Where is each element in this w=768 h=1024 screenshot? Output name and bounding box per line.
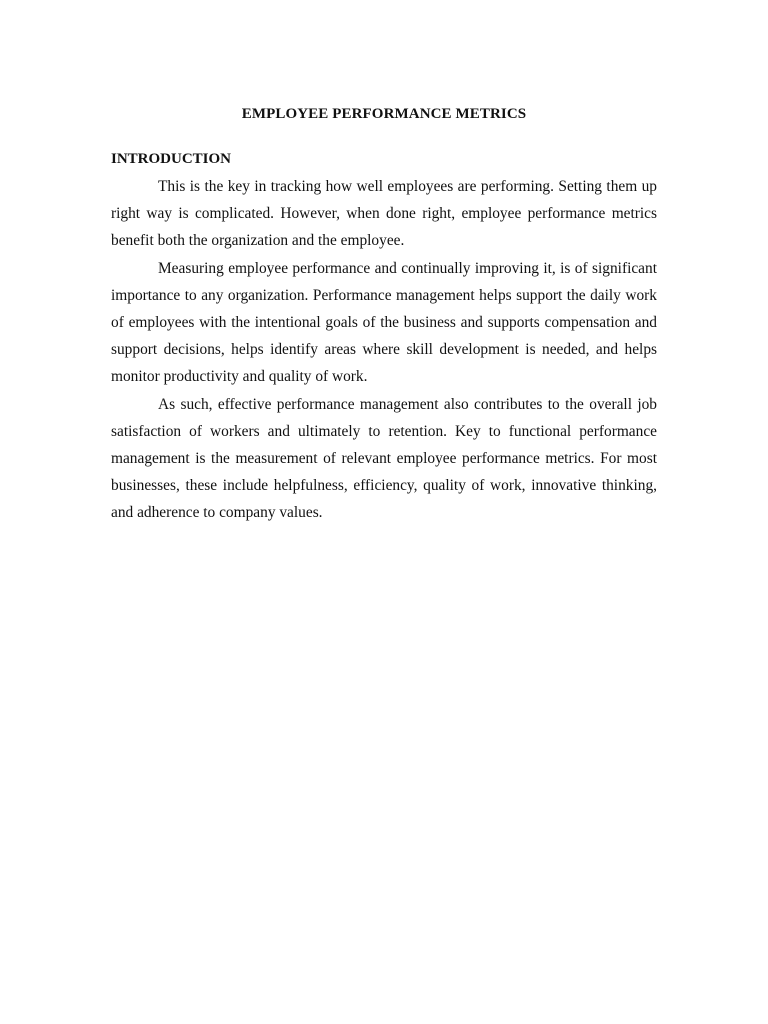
paragraph: This is the key in tracking how well employees are performing. Setting them up right way is complicated. However, when done right, employee performance metrics benefit both the organization and the employee. bbox=[111, 178, 657, 250]
section-heading-introduction: INTRODUCTION bbox=[111, 151, 232, 167]
section-body bbox=[111, 173, 657, 527]
paragraph: As such, effective performance management also contributes to the overall job satisfaction of workers and ultimately to retention. Key to functional performance management is the measurement of relevant employee performance metrics. For most businesses, these include helpfulness, efficiency, quality of work, innovative thinking, and adherence to company values. bbox=[111, 395, 657, 522]
paragraph: Measuring employee performance and continually improving it, is of significant importance to any organization. Performance management helps support the daily work of employees with the intentional goals of the business and supports compensation and support decisions, helps identify areas where skill development is needed, and helps monitor productivity and quality of work. bbox=[111, 259, 657, 386]
document-title: EMPLOYEE PERFORMANCE METRICS bbox=[241, 106, 527, 122]
